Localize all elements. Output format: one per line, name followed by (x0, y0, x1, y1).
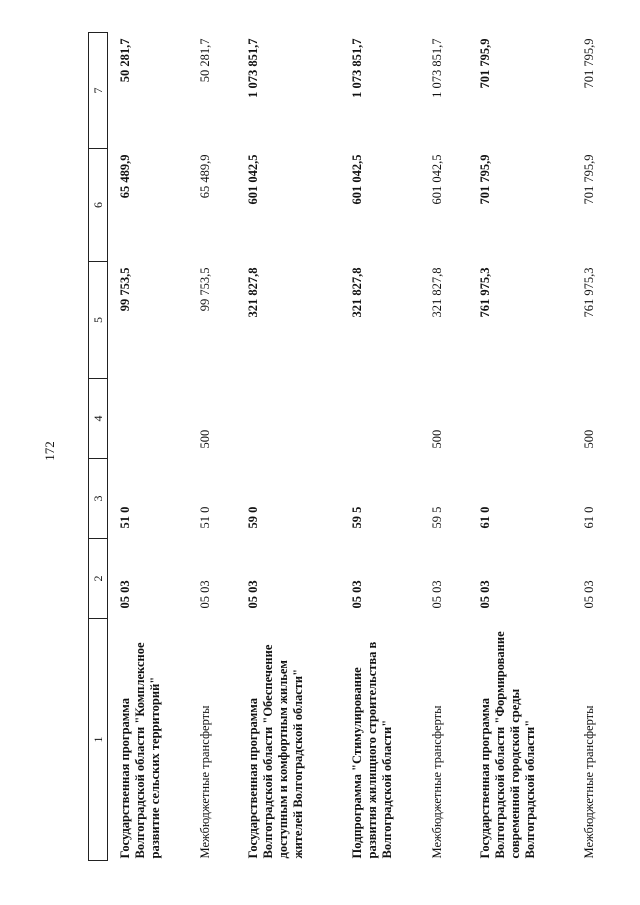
row-type-code: 500 (198, 429, 212, 449)
table-row (420, 33, 468, 861)
row-value-5: 321 827,8 (246, 267, 260, 318)
row-name: Межбюджетные трансферты (430, 705, 444, 859)
row-value-7: 50 281,7 (198, 38, 212, 83)
row-target-code: 51 0 (118, 506, 132, 529)
table-rotation-frame (88, 33, 608, 861)
header-row (89, 33, 108, 861)
table-row (468, 33, 572, 861)
column-header-2: 2 (89, 539, 108, 619)
page-number: 172 (42, 441, 57, 461)
row-value-5: 761 975,3 (582, 267, 596, 318)
row-value-5: 321 827,8 (350, 267, 364, 318)
row-section-code: 05 03 (430, 580, 444, 609)
table-rotated-wrapper (88, 33, 608, 861)
row-target-code: 59 5 (350, 506, 364, 529)
column-header-7: 7 (89, 33, 108, 149)
row-value-5: 99 753,5 (118, 267, 132, 312)
row-name: Подпрограмма "Стимулирование развития жилищного строительства в Волгоградской области" (350, 641, 394, 859)
row-section-code: 05 03 (582, 580, 596, 609)
row-value-7: 701 795,9 (478, 38, 492, 89)
table-row (108, 33, 189, 861)
budget-table (88, 32, 620, 861)
column-header-1: 1 (89, 619, 108, 861)
row-target-code: 59 5 (430, 506, 444, 529)
row-section-code: 05 03 (350, 580, 364, 609)
row-type-code: 500 (582, 429, 596, 449)
row-value-7: 1 073 851,7 (246, 38, 260, 98)
table-row (188, 33, 236, 861)
row-target-code: 59 0 (246, 506, 260, 529)
row-value-5: 761 975,3 (478, 267, 492, 318)
row-name: Межбюджетные трансферты (198, 705, 212, 859)
row-value-6: 601 042,5 (246, 154, 260, 205)
column-header-6: 6 (89, 149, 108, 262)
row-section-code: 05 03 (246, 580, 260, 609)
table-row (340, 33, 420, 861)
row-name: Государственная программа Волгоградской области "Комплексное развитие сельских территорий" (118, 642, 162, 859)
row-target-code: 61 0 (478, 506, 492, 529)
row-target-code: 51 0 (198, 506, 212, 529)
row-type-code (340, 379, 420, 459)
row-name: Государственная программа Волгоградской области "Обеспечение доступным и комфортным жильем жителей Волгоградской области" (246, 644, 305, 859)
row-type-code (236, 379, 340, 459)
row-section-code: 05 03 (198, 580, 212, 609)
table-row (572, 33, 620, 861)
column-header-5: 5 (89, 262, 108, 379)
row-value-7: 1 073 851,7 (350, 38, 364, 98)
row-name: Межбюджетные трансферты (582, 705, 596, 859)
row-name: Государственная программа Волгоградской области "Формирование современной городской среды Волгоградской области" (478, 631, 537, 859)
table-row (236, 33, 340, 861)
row-section-code: 05 03 (118, 580, 132, 609)
row-value-6: 701 795,9 (478, 154, 492, 205)
row-value-6: 65 489,9 (198, 154, 212, 199)
row-value-6: 601 042,5 (350, 154, 364, 205)
row-type-code: 500 (430, 429, 444, 449)
row-type-code (108, 379, 189, 459)
row-value-6: 601 042,5 (430, 154, 444, 205)
row-type-code (468, 379, 572, 459)
row-value-5: 321 827,8 (430, 267, 444, 318)
row-value-5: 99 753,5 (198, 267, 212, 312)
row-section-code: 05 03 (478, 580, 492, 609)
row-value-6: 65 489,9 (118, 154, 132, 199)
row-value-7: 701 795,9 (582, 38, 596, 89)
row-value-7: 50 281,7 (118, 38, 132, 83)
row-target-code: 61 0 (582, 506, 596, 529)
row-value-7: 1 073 851,7 (430, 38, 444, 98)
column-header-3: 3 (89, 459, 108, 539)
row-value-6: 701 795,9 (582, 154, 596, 205)
column-header-4: 4 (89, 379, 108, 459)
